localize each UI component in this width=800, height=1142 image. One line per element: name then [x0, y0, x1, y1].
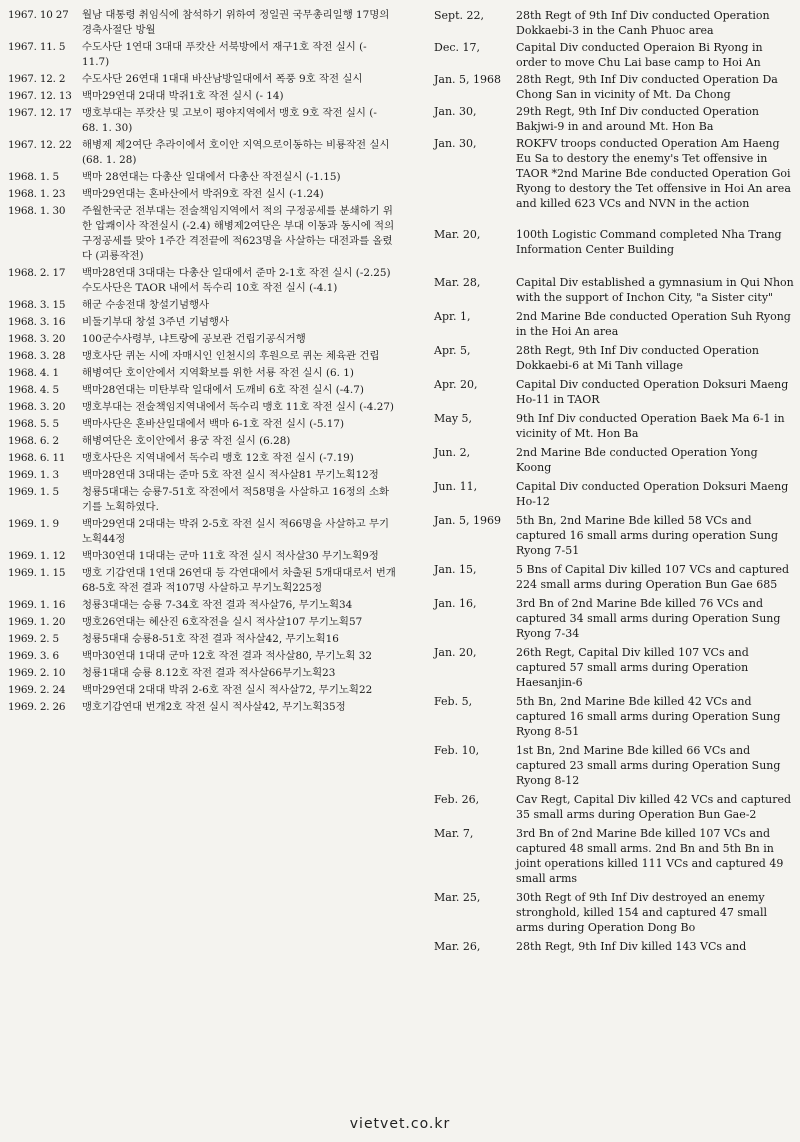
ko-entry-text: 맹호부대는 전술책임지역내에서 독수리 맹호 11호 작전 실시 (-4.27)	[82, 401, 394, 413]
en-entry-date: Sept. 22,	[434, 9, 484, 22]
ko-entry-date: 1968. 6. 2	[8, 435, 59, 447]
en-entry	[402, 104, 796, 134]
ko-entry	[8, 434, 396, 449]
ko-entry	[8, 549, 396, 564]
ko-entry-date: 1967. 12. 2	[8, 73, 66, 85]
en-entry-date: Apr. 1,	[434, 310, 471, 323]
ko-entry-date: 1967. 10 27	[8, 9, 69, 21]
en-entry-date: Jan. 30,	[434, 105, 477, 118]
en-entry-date: Feb. 26,	[434, 793, 480, 806]
en-entry	[402, 792, 796, 822]
en-entry-text: 28th Regt, 9th Inf Div conducted Operation Da Chong San in vicinity of Mt. Da Chong	[516, 73, 778, 101]
ko-entry-date: 1968. 5. 5	[8, 418, 59, 430]
en-entry-text: 2nd Marine Bde conducted Operation Yong Koong	[516, 446, 758, 474]
ko-entry	[8, 366, 396, 381]
ko-entry-date: 1969. 2. 5	[8, 633, 59, 645]
en-entry-date: Mar. 20,	[434, 228, 481, 241]
en-entry	[402, 8, 796, 38]
en-entry	[402, 890, 796, 935]
en-entry-text: Cav Regt, Capital Div killed 42 VCs and captured 35 small arms during Operation Bun Gae-2	[516, 793, 792, 821]
en-entry	[402, 826, 796, 886]
ko-entry	[8, 468, 396, 483]
ko-entry-text: 청룡1대대 승룡 8.12호 작전 결과 적사살66무기노획23	[82, 667, 336, 679]
en-entry-date: Jan. 5, 1968	[434, 73, 502, 86]
ko-entry-text: 백마28연대는 미탄부락 일대에서 도깨비 6호 작전 실시 (-4.7)	[82, 384, 364, 396]
ko-entry-text: 100군수사령부, 냐트랑에 공보관 건립기공식거행	[82, 333, 306, 345]
en-entry-text: 3rd Bn of 2nd Marine Bde killed 76 VCs and captured 34 small arms during Operation Sung Ryong 7-34	[516, 597, 781, 640]
ko-entry	[8, 615, 396, 630]
en-entry-text: Capital Div conducted Operation Doksuri Maeng Ho-12	[516, 480, 789, 508]
ko-entry	[8, 187, 396, 202]
en-entry-text: 30th Regt of 9th Inf Div destroyed an enemy stronghold, killed 154 and captured 47 small arms during Operation Dong Bo	[516, 891, 768, 934]
ko-entry-text: 해병제 제2여단 추라이에서 호이안 지역으로이동하는 비룡작전 실시 (68. 1. 28)	[82, 139, 390, 166]
ko-entry	[8, 170, 396, 185]
ko-entry	[8, 332, 396, 347]
en-entry	[402, 939, 796, 954]
ko-entry	[8, 417, 396, 432]
en-entry	[402, 743, 796, 788]
ko-entry-text: 수도사단 1연대 3대대 푸캇산 서북방에서 재구1호 작전 실시 (- 11.7)	[82, 41, 367, 68]
ko-entry-text: 청룡5대대 승룡8-51호 작전 결과 적사살42, 무기노획16	[82, 633, 339, 645]
ko-entry-text: 맹호사단 퀴논 시에 자매시인 인천시의 후원으로 퀴논 체육관 건립	[82, 350, 380, 362]
en-entry-date: Jan. 30,	[434, 137, 477, 150]
ko-entry-text: 백마 28연대는 다총산 일대에서 다총산 작전실시 (-1.15)	[82, 171, 341, 183]
ko-entry	[8, 383, 396, 398]
en-entry-date: Jun. 11,	[434, 480, 478, 493]
ko-entry-text: 수도사단 26연대 1대대 바산남방일대에서 폭풍 9호 작전 실시	[82, 73, 363, 85]
en-entry-text: Capital Div established a gymnasium in Qui Nhon with the support of Inchon City, "a Sister city"	[516, 276, 794, 304]
en-entry-text: 9th Inf Div conducted Operation Baek Ma 6-1 in vicinity of Mt. Hon Ba	[516, 412, 785, 440]
ko-entry-text: 백마30연대 1대대 군마 12호 작전 결과 적사살80, 무기노획 32	[82, 650, 372, 662]
ko-entry-date: 1969. 1. 12	[8, 550, 66, 562]
english-entry-list	[402, 8, 796, 954]
en-entry	[402, 411, 796, 441]
ko-entry-text: 맹호26연대는 혜산진 6호작전을 실시 적사살107 무기노획57	[82, 616, 363, 628]
ko-entry-text: 해군 수송전대 창설기념행사	[82, 299, 210, 311]
ko-entry-date: 1969. 1. 9	[8, 518, 59, 530]
ko-entry	[8, 400, 396, 415]
en-entry-date: May 5,	[434, 412, 473, 425]
ko-entry-date: 1968. 3. 16	[8, 316, 66, 328]
ko-entry-text: 백마사단은 혼바산일대에서 백마 6-1호 작전 실시 (-5.17)	[82, 418, 345, 430]
en-entry-text: 5 Bns of Capital Div killed 107 VCs and captured 224 small arms during Operation Bun Gae 685	[516, 563, 790, 591]
ko-entry-text: 맹호사단은 지역내에서 독수리 맹호 12호 작전 실시 (-7.19)	[82, 452, 354, 464]
en-entry-date: Dec. 17,	[434, 41, 480, 54]
en-entry-date: Apr. 5,	[434, 344, 471, 357]
en-entry-date: Mar. 7,	[434, 827, 474, 840]
ko-entry	[8, 315, 396, 330]
ko-entry-date: 1969. 2. 10	[8, 667, 66, 679]
ko-entry	[8, 700, 396, 715]
ko-entry-date: 1967. 11. 5	[8, 41, 66, 53]
ko-entry-text: 해병여단은 호이안에서 용궁 작전 실시 (6.28)	[82, 435, 291, 447]
ko-entry	[8, 666, 396, 681]
en-entry-text: 5th Bn, 2nd Marine Bde killed 58 VCs and captured 16 small arms during operation Sung Ryong 7-51	[516, 514, 779, 557]
en-entry-text: 1st Bn, 2nd Marine Bde killed 66 VCs and captured 23 small arms during Operation Sung Ryong 8-12	[516, 744, 781, 787]
en-entry-text: Capital Div conducted Operation Doksuri Maeng Ho-11 in TAOR	[516, 378, 789, 406]
ko-entry	[8, 8, 396, 38]
ko-entry	[8, 106, 396, 136]
ko-entry-text: 청룡3대대는 승룡 7-34호 작전 결과 적사살76, 무기노획34	[82, 599, 353, 611]
ko-entry-text: 맹호 기갑연대 1연대 26연대 등 각연대에서 차출된 5개대대로서 번개 68-5호 작전 결과 적107명 사살하고 무기노획225정	[82, 567, 396, 594]
en-entry-text: 2nd Marine Bde conducted Operation Suh Ryong in the Hoi An area	[516, 310, 791, 338]
en-entry-text: 100th Logistic Command completed Nha Trang Information Center Building	[516, 228, 782, 256]
en-entry-date: Feb. 10,	[434, 744, 480, 757]
ko-entry-date: 1968. 4. 5	[8, 384, 59, 396]
ko-entry-text: 맹호기갑연대 번개2호 작전 실시 적사살42, 무기노획35정	[82, 701, 346, 713]
ko-entry-date: 1969. 1. 20	[8, 616, 66, 628]
en-entry-date: Jan. 5, 1969	[434, 514, 502, 527]
ko-entry	[8, 89, 396, 104]
ko-entry-text: 해병여단 호이안에서 지역확보를 위한 서룡 작전 실시 (6. 1)	[82, 367, 354, 379]
ko-entry-text: 백마30연대 1대대는 군마 11호 작전 실시 적사살30 무기노획9정	[82, 550, 379, 562]
ko-entry-text: 백마28연대 3대대는 준마 5호 작전 실시 적사살81 무기노획12정	[82, 469, 379, 481]
ko-entry	[8, 598, 396, 613]
en-entry	[402, 694, 796, 739]
ko-entry-text: 백마29연대 2대대는 박쥐 2-5호 작전 실시 적66명을 사살하고 무기노획44정	[82, 518, 390, 545]
ko-entry-text: 비둘기부대 창설 3주년 기념행사	[82, 316, 230, 328]
ko-entry-text: 월남 대통령 취임식에 참석하기 위하여 정일권 국무총리일행 17명의 경축사절단 방월	[82, 9, 390, 36]
ko-entry-date: 1968. 2. 17	[8, 267, 66, 279]
en-entry-text: Capital Div conducted Operaion Bi Ryong in order to move Chu Lai base camp to Hoi An	[516, 41, 763, 69]
ko-entry	[8, 451, 396, 466]
ko-entry	[8, 485, 396, 515]
en-entry	[402, 645, 796, 690]
ko-entry-date: 1969. 1. 3	[8, 469, 59, 481]
en-entry	[402, 377, 796, 407]
ko-entry	[8, 683, 396, 698]
en-entry-text: 26th Regt, Capital Div killed 107 VCs and captured 57 small arms during Operation Haesanjin-6	[516, 646, 749, 689]
ko-entry	[8, 266, 396, 296]
en-entry-date: Jan. 20,	[434, 646, 477, 659]
ko-entry-text: 백마29연대 2대대 박쥐 2-6호 작전 실시 적사살72, 무기노획22	[82, 684, 373, 696]
en-entry-date: Mar. 26,	[434, 940, 481, 953]
ko-entry-date: 1969. 1. 15	[8, 567, 66, 579]
ko-entry	[8, 298, 396, 313]
ko-entry	[8, 632, 396, 647]
ko-entry-date: 1969. 1. 16	[8, 599, 66, 611]
ko-entry	[8, 72, 396, 87]
ko-entry-text: 백마28연대 3대대는 다총산 일대에서 준마 2-1호 작전 실시 (-2.25) 수도사단은 TAOR 내에서 독수리 10호 작전 실시 (-4.1)	[82, 267, 391, 294]
ko-entry-date: 1968. 6. 11	[8, 452, 66, 464]
ko-entry	[8, 649, 396, 664]
en-entry-text: 3rd Bn of 2nd Marine Bde killed 107 VCs and captured 48 small arms. 2nd Bn and 5th Bn in joint operations killed 111 VCs and captured 49 small arms	[516, 827, 784, 885]
ko-entry-date: 1968. 3. 15	[8, 299, 66, 311]
en-entry-date: Feb. 5,	[434, 695, 473, 708]
ko-entry-date: 1967. 12. 13	[8, 90, 72, 102]
en-entry-text: 28th Regt, 9th Inf Div conducted Operation Dokkaebi-6 at Mi Tanh village	[516, 344, 759, 372]
en-entry	[402, 136, 796, 211]
ko-entry-date: 1968. 4. 1	[8, 367, 59, 379]
en-entry-text: 28th Regt of 9th Inf Div conducted Operation Dokkaebi-3 in the Canh Phuoc area	[516, 9, 770, 37]
en-entry	[402, 72, 796, 102]
ko-entry	[8, 40, 396, 70]
en-entry-text: 29th Regt, 9th Inf Div conducted Operation Bakjwi-9 in and around Mt. Hon Ba	[516, 105, 759, 133]
ko-entry-date: 1969. 1. 5	[8, 486, 59, 498]
en-entry-date: Mar. 28,	[434, 276, 481, 289]
ko-entry-date: 1968. 1. 5	[8, 171, 59, 183]
en-entry	[402, 479, 796, 509]
ko-entry-date: 1968. 3. 28	[8, 350, 66, 362]
en-entry	[402, 275, 796, 305]
en-entry-text: ROKFV troops conducted Operation Am Haeng Eu Sa to destory the enemy's Tet offensive in TAOR *2nd Marine Bde conducted Operation Goi Ryong to destory the Tet offensive in Hoi An area and killed 623 VCs and NVN in the action	[516, 137, 791, 210]
ko-entry-text: 청룡5대대는 승룡7-51호 작전에서 적58명을 사살하고 16정의 소화기를 노획하였다.	[82, 486, 390, 513]
ko-entry-date: 1969. 2. 26	[8, 701, 66, 713]
en-entry	[402, 343, 796, 373]
en-entry	[402, 562, 796, 592]
en-entry-date: Jan. 16,	[434, 597, 477, 610]
ko-entry-text: 백마29연대 2대대 박쥐1호 작전 실시 (- 14)	[82, 90, 284, 102]
ko-entry-text: 백마29연대는 혼바산에서 박쥐9호 작전 실시 (-1.24)	[82, 188, 324, 200]
en-entry	[402, 227, 796, 257]
site-watermark: vietvet.co.kr	[349, 1116, 451, 1132]
ko-entry-text: 주월한국군 전부대는 전술책임지역에서 적의 구정공세를 분쇄하기 위한 압쾌이사 작전실시 (-2.4) 해병제2여단은 부대 이동과 동시에 적의 구정공세를 맞아 1주간 격전끝에 적623명을 사살하는 대전과를 올렸다 (괴룡작전)	[82, 205, 395, 262]
en-entry-date: Apr. 20,	[434, 378, 478, 391]
ko-entry-date: 1968. 1. 30	[8, 205, 66, 217]
ko-entry	[8, 566, 396, 596]
en-entry-date: Jan. 15,	[434, 563, 477, 576]
ko-entry-text: 맹호부대는 푸캇산 및 고보이 평야지역에서 맹호 9호 작전 실시 (- 68. 1. 30)	[82, 107, 377, 134]
ko-entry-date: 1968. 3. 20	[8, 401, 66, 413]
ko-entry-date: 1969. 2. 24	[8, 684, 66, 696]
ko-entry-date: 1968. 3. 20	[8, 333, 66, 345]
en-entry-date: Jun. 2,	[434, 446, 471, 459]
en-entry	[402, 309, 796, 339]
en-entry-text: 28th Regt, 9th Inf Div killed 143 VCs and	[516, 940, 747, 953]
ko-entry	[8, 138, 396, 168]
en-entry	[402, 596, 796, 641]
ko-entry-date: 1967. 12. 22	[8, 139, 72, 151]
en-entry	[402, 513, 796, 558]
ko-entry-date: 1967. 12. 17	[8, 107, 72, 119]
en-entry	[402, 445, 796, 475]
en-entry-text: 5th Bn, 2nd Marine Bde killed 42 VCs and captured 16 small arms during Operation Sung Ryong 8-51	[516, 695, 781, 738]
english-chronology-column	[402, 8, 796, 958]
ko-entry-date: 1969. 3. 6	[8, 650, 59, 662]
en-entry	[402, 40, 796, 70]
korean-entry-list	[8, 8, 396, 715]
ko-entry	[8, 349, 396, 364]
ko-entry-date: 1968. 1. 23	[8, 188, 66, 200]
ko-entry	[8, 204, 396, 264]
en-entry-date: Mar. 25,	[434, 891, 481, 904]
ko-entry	[8, 517, 396, 547]
korean-chronology-column	[8, 8, 396, 717]
